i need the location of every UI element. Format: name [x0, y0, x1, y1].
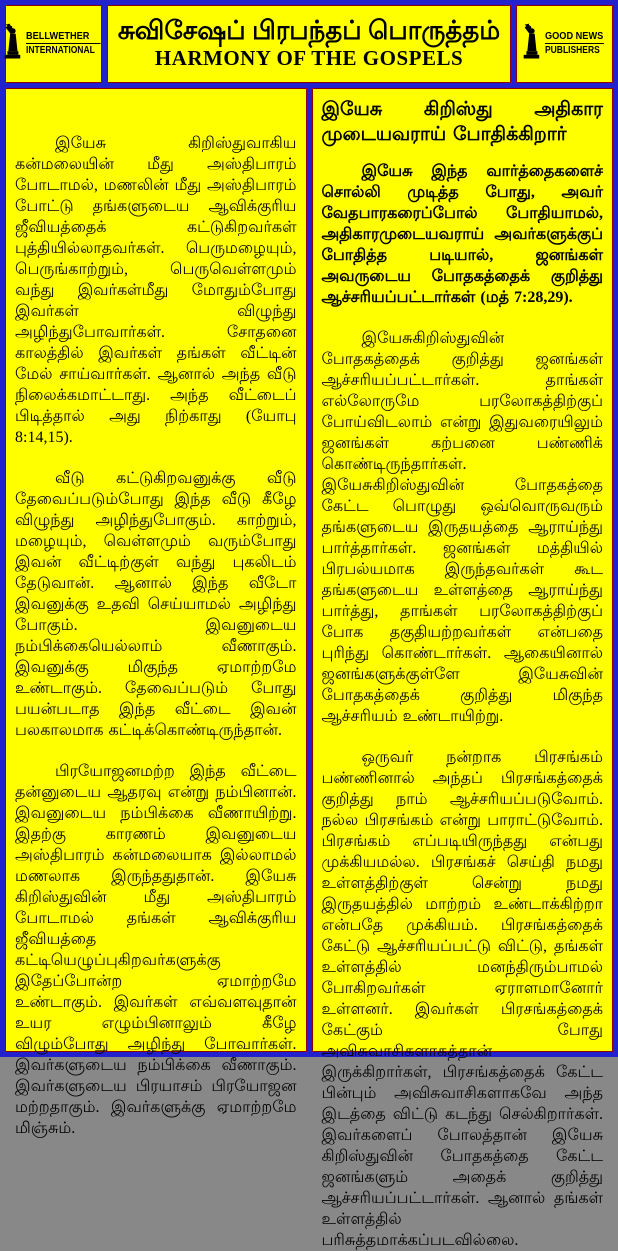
good-news-publishers-logo: [516, 5, 613, 83]
good-news-logo-line1: GOOD NEWS: [545, 32, 604, 45]
right-paragraph-2: இயேசுகிறிஸ்துவின் போதகத்தைக் குறித்து ஜனங்கள் ஆச்சரியப்பட்டார்கள். தாங்கள் எல்லோருமே பரலோகத்திற்குப் போய்விடலாம் என்று இதுவரையிலும் ஜனங்கள் கற்பனை பண்ணிக் கொண்டிருந்தார்கள். இயேசுகிறிஸ்துவின் போதகத்தை கேட்ட பொழுது ஒவ்வொருவரும் தங்களுடைய இருதயத்தை ஆராய்ந்து பார்த்தார்கள். ஜனங்கள் மத்தியில் பிரபல்யமாக இருந்தவர்கள் கூட தங்களுடைய உள்ளத்தை ஆராய்ந்து பார்த்து, தாங்கள் பரலோகத்திற்குப் போக தகுதியற்றவர்கள் என்பதை புரிந்து கொண்டார்கள். ஆகையினால் ஜனங்களுக்குள்ளே இயேசுவின் போதகத்தைக் குறித்து மிகுந்த ஆச்சரியம் உண்டாயிற்று.: [321, 330, 603, 725]
left-column: [5, 88, 307, 1137]
page-title-english: HARMONY OF THE GOSPELS: [154, 46, 464, 71]
right-lead-paragraph: இயேசு இந்த வார்த்தைகளைச் சொல்லி முடித்த போது, அவர் வேதபாரகரைப்போல் போதியாமல், அதிகாரமுடையவராய் அவர்களுக்குப் போதித்த படியால், ஜனங்கள் அவருடைய போதகத்தைக் குறித்து ஆச்சரியப்பட்டார்கள் (மத் 7:28,29).: [321, 163, 603, 306]
statue-icon: [1, 22, 23, 67]
statue-icon: [520, 22, 542, 67]
header: [5, 5, 613, 83]
bellwether-logo: [5, 5, 102, 83]
left-paragraph-2: வீடு கட்டுகிறவனுக்கு வீடு தேவைப்படும்போது இந்த வீடு கீழே விழுந்து அழிந்துபோகும். காற்றும், மழையும், வெள்ளமும் வரும்போது இவன் வீட்டிற்குள் வந்து புகலிடம் தேடுவான். ஆனால் இந்த வீடோ இவனுக்கு உதவி செய்யாமல் அழிந்து போகும். இவனுடைய நம்பிக்கையெல்லாம் வீணாகும். இவனுக்கு மிகுந்த ஏமாற்றமே உண்டாகும். தேவைப்படும் போது பயன்படாத இந்த வீட்டை இவன் பலகாலமாக கட்டிக்கொண்டிருந்தான்.: [15, 470, 297, 739]
title-block: [107, 5, 511, 83]
page-title-tamil: சுவிசேஷப் பிரபந்தப் பொருத்தம்: [117, 16, 501, 46]
right-paragraph-3: ஒருவர் நன்றாக பிரசங்கம் பண்ணினால் அந்தப் பிரசங்கத்தைக் குறித்து நாம் ஆச்சரியப்படுவோம். நல்ல பிரசங்கம் என்று பாராட்டுவோம். பிரசங்கம் எப்படியிருந்தது என்பது முக்கியமல்ல. பிரசங்கச் செய்தி நமது உள்ளத்திற்குள் சென்று நமது இருதயத்தில் மாற்றம் உண்டாக்கிற்றா என்பதே முக்கியம். பிரசங்கத்தைக் கேட்டு ஆச்சரியப்பட்டு விட்டு, தங்கள் உள்ளத்தில் மனந்திரும்பாமல் போகிறவர்கள் ஏராளமானோர் உள்ளனர். இவர்கள் பிரசங்கத்தைக் கேட்கும் போது அவிசுவாசிகளாகத்தான் இருக்கிறார்கள், பிரசங்கத்தைக் கேட்ட பின்பும் அவிசுவாசிகளாகவே அந்த இடத்தை விட்டு கடந்து செல்கிறார்கள். இவர்களைப் போலத்தான் இயேசு கிறிஸ்துவின் போதகத்தை கேட்ட ஜனங்களும் அதைக் குறித்து ஆச்சரியப்பட்டார்கள். ஆனால் தங்கள் உள்ளத்தில் பரிசுத்தமாக்கப்படவில்லை.: [321, 749, 603, 1249]
section-heading: இயேசு கிறிஸ்து அதிகார முடையவராய் போதிக்கிறார்: [321, 99, 603, 145]
good-news-logo-line2: PUBLISHERS: [544, 45, 600, 56]
bellwether-logo-line2: INTERNATIONAL: [25, 45, 95, 56]
left-paragraph-3: பிரயோஜனமற்ற இந்த வீட்டை தன்னுடைய ஆதரவு என்று நம்பினான். இவனுடைய நம்பிக்கை வீணாயிற்று. இதற்கு காரணம் இவனுடைய அஸ்திபாரம் கன்மலையாக இல்லாமல் மணலாக இருந்ததுதான். இயேசு கிறிஸ்துவின் மீது அஸ்திபாரம் போடாமல் தங்கள் ஆவிக்குரிய ஜீவியத்தை கட்டியெழுப்புகிறவர்களுக்கு இதேப்போன்ற ஏமாற்றமே உண்டாகும். இவர்கள் எவ்வளவுதான் உயர எழும்பினாலும் கீழே விழும்போது அழிந்து போவார்கள். இவர்களுடைய நம்பிக்கை வீணாகும். இவர்களுடைய பிரயாசம் பிரயோஜன மற்றதாகும். இவர்களுக்கு ஏமாற்றமே மிஞ்சும்.: [15, 763, 297, 1137]
bellwether-logo-line1: BELLWETHER: [26, 32, 100, 45]
left-paragraph-1: இயேசு கிறிஸ்துவாகிய கன்மலையின் மீது அஸ்திபாரம் போடாமல், மணலின் மீது அஸ்திபாரம் போட்டு தங்களுடைய ஆவிக்குரிய ஜீவியத்தைக் கட்டுகிறவர்கள் புத்தியில்லாதவர்கள். பெருமழையும், பெருங்காற்றும், பெருவெள்ளமும் வந்து இவர்கள்மீது மோதும்போது இவர்கள் விழுந்து அழிந்துபோவார்கள். சோதனை காலத்தில் இவர்கள் தங்கள் வீட்டின் மேல் சாய்வார்கள். ஆனால் அந்த வீடு நிலைக்கமாட்டாது. அந்த வீட்டைப் பிடித்தால் அது நிற்காது (யோபு 8:14,15).: [15, 135, 297, 446]
bellwether-logo-text: [26, 32, 107, 57]
good-news-logo-text: [545, 32, 609, 57]
right-column: [312, 88, 614, 1249]
body: [5, 88, 613, 1249]
